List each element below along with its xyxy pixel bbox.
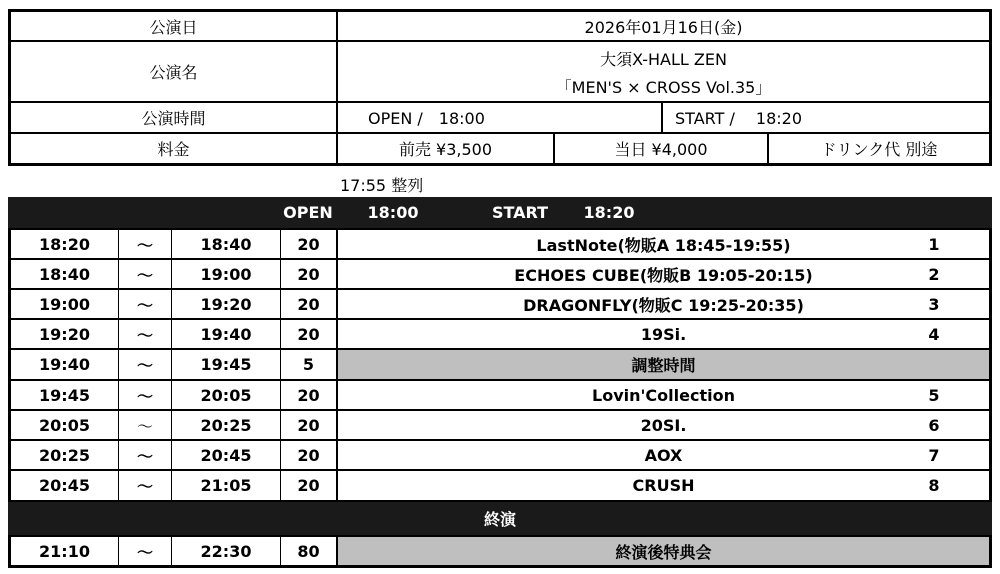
end-band-label: 終演: [483, 510, 516, 529]
band-open-label: OPEN: [283, 203, 333, 222]
row-performer: ECHOES CUBE(物販B 19:05-20:15): [514, 265, 813, 285]
date-value: 2026年01月16日(金): [584, 17, 743, 37]
row-number: 1: [928, 234, 940, 254]
line-up-note: 17:55 整列: [340, 175, 424, 195]
row-start-time: 20:05: [39, 415, 90, 435]
row-tilde: 〜: [136, 325, 153, 345]
row-performer: 19Si.: [640, 324, 687, 344]
row-duration: 20: [297, 234, 320, 254]
row-start-time: 19:45: [39, 385, 90, 405]
row-tilde: 〜: [136, 356, 153, 375]
row-performer: CRUSH: [632, 476, 695, 495]
band-open-time: 18:00: [367, 203, 419, 222]
row-number: 3: [928, 294, 940, 314]
row-end-time: 19:40: [200, 324, 252, 344]
row-tilde: 〜: [136, 416, 153, 436]
row-start-time: 20:25: [39, 445, 90, 465]
row-number: 7: [928, 445, 940, 465]
row-end-time: 19:45: [200, 355, 252, 374]
price-label: 料金: [157, 140, 190, 159]
final-duration: 80: [297, 541, 320, 561]
row-duration: 20: [297, 476, 320, 495]
row-number: 5: [928, 385, 940, 405]
row-start-time: 18:20: [39, 234, 90, 254]
row-duration: 20: [297, 324, 320, 344]
row-start-time: 19:00: [39, 294, 90, 314]
row-number: 2: [928, 264, 940, 284]
row-tilde: 〜: [136, 446, 153, 466]
row-duration: 20: [297, 415, 320, 435]
row-end-time: 20:25: [200, 415, 252, 435]
row-performer: Lovin'Collection: [592, 385, 735, 405]
open-time: OPEN / 18:00: [368, 109, 485, 128]
row-start-time: 20:45: [39, 476, 90, 495]
row-end-time: 19:20: [200, 294, 252, 314]
row-duration: 20: [297, 445, 320, 465]
row-end-time: 20:05: [200, 385, 252, 405]
event-name-label: 公演名: [149, 63, 198, 82]
row-tilde: 〜: [136, 295, 153, 315]
final-start-time: 21:10: [39, 541, 90, 561]
final-fan-event: 終演後特典会: [615, 542, 712, 562]
row-duration: 5: [302, 355, 315, 374]
row-performer: LastNote(物販A 18:45-19:55): [536, 235, 791, 255]
row-tilde: 〜: [136, 386, 153, 406]
row-performer: 20SI.: [640, 415, 687, 435]
row-end-time: 19:00: [200, 264, 252, 284]
door-price: 当日 ¥4,000: [614, 140, 708, 159]
row-duration: 20: [297, 264, 320, 284]
row-number: 6: [928, 415, 940, 435]
event-name-line1: 大須X-HALL ZEN: [600, 49, 727, 69]
band-start-time: 18:20: [583, 203, 635, 222]
row-duration: 20: [297, 385, 320, 405]
date-label: 公演日: [149, 17, 198, 37]
band-start-label: START: [491, 203, 549, 222]
row-start-time: 19:40: [39, 355, 90, 374]
row-tilde: 〜: [136, 477, 153, 496]
row-tilde: 〜: [136, 235, 153, 255]
row-performer: DRAGONFLY(物販C 19:25-20:35): [523, 295, 804, 315]
row-end-time: 18:40: [200, 234, 252, 254]
row-performer: AOX: [644, 445, 683, 465]
row-duration: 20: [297, 294, 320, 314]
drink-fee: ドリンク代 別途: [820, 140, 938, 159]
row-start-time: 19:20: [39, 324, 90, 344]
row-tilde: 〜: [136, 265, 153, 285]
event-name-line2: 「MEN'S × CROSS Vol.35」: [555, 77, 772, 97]
advance-price: 前売 ¥3,500: [398, 140, 493, 159]
time-label: 公演時間: [141, 109, 206, 128]
final-end-time: 22:30: [200, 541, 252, 561]
row-adjustment: 調整時間: [631, 356, 696, 375]
final-tilde: 〜: [136, 542, 153, 562]
row-number: 8: [928, 476, 940, 495]
row-end-time: 21:05: [200, 476, 252, 495]
row-number: 4: [928, 324, 940, 344]
row-start-time: 18:40: [39, 264, 90, 284]
row-end-time: 20:45: [200, 445, 252, 465]
start-time: START / 18:20: [675, 109, 803, 128]
